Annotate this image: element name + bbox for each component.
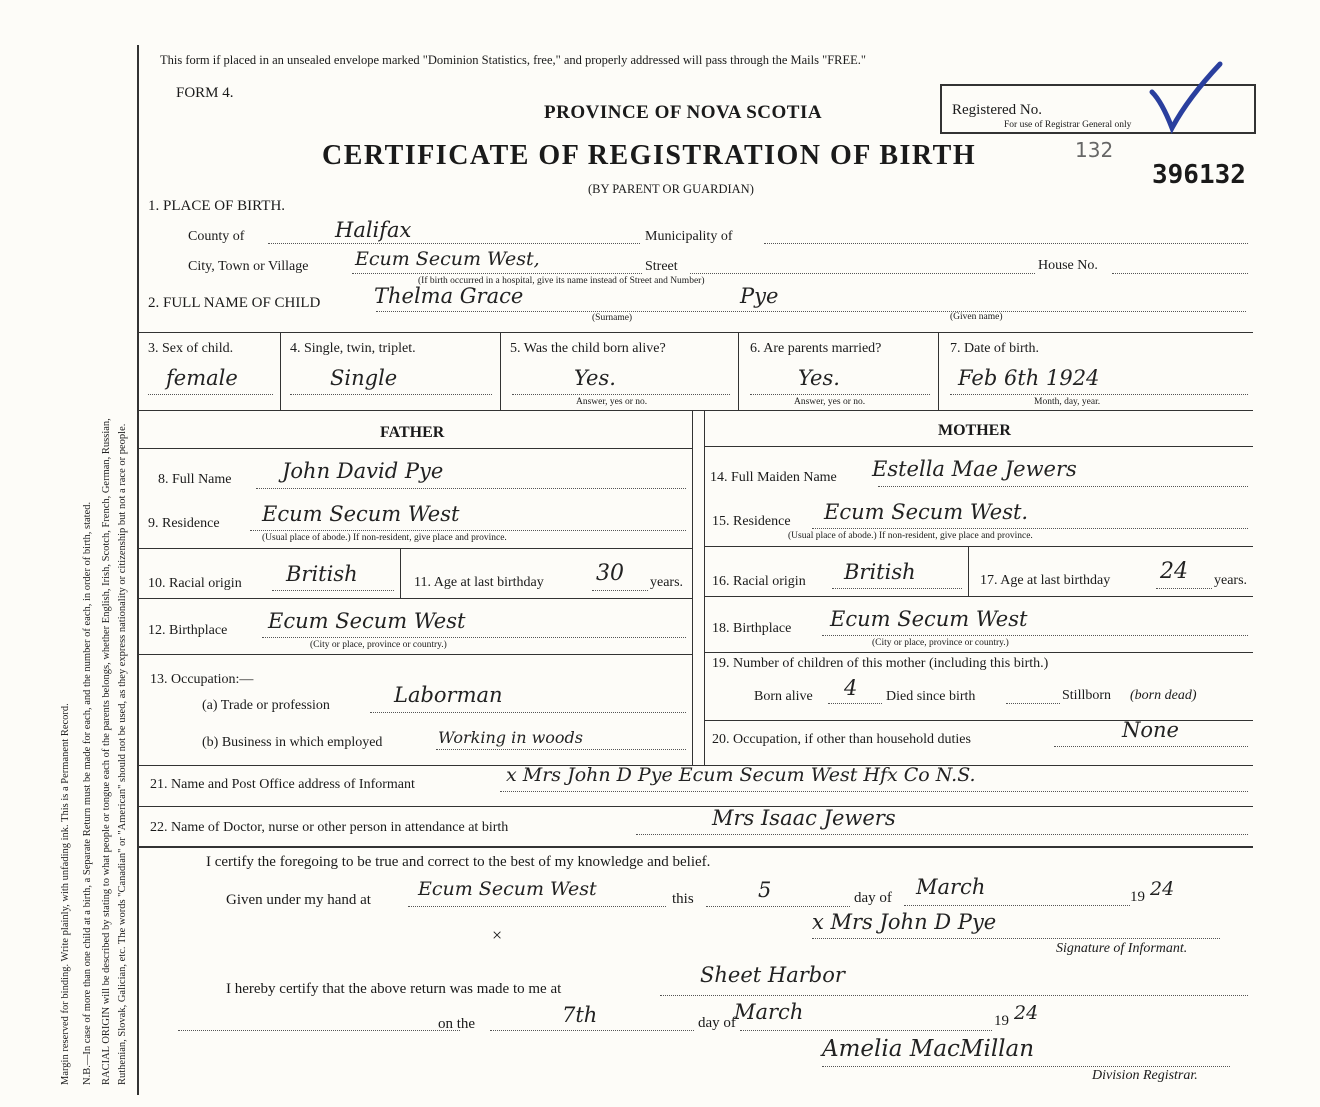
given-under-label: Given under my hand at xyxy=(226,892,371,908)
stamp-number: 396132 xyxy=(1152,160,1246,190)
postal-note: This form if placed in an unsealed envelope marked "Dominion Statistics, free," and properly addressed will pass through the Mails "FREE." xyxy=(160,53,867,67)
sex-value: female xyxy=(166,366,238,390)
mother-birthplace: Ecum Secum West xyxy=(830,607,1028,631)
margin-note-1: Margin reserved for binding. Write plainly, with unfading ink. This is a Permanent Record. xyxy=(60,703,71,1085)
place-of-birth-label: 1. PLACE OF BIRTH. xyxy=(148,198,286,214)
married-answer-note: Answer, yes or no. xyxy=(794,397,866,407)
this-label: this xyxy=(672,891,694,907)
informant-signature: x Mrs John D Pye xyxy=(812,910,997,934)
certify-statement: I certify the foregoing to be true and correct to the best of my knowledge and belief. xyxy=(206,854,711,870)
mother-name: Estella Mae Jewers xyxy=(872,457,1077,481)
father-trade: Laborman xyxy=(394,683,503,707)
mother-residence-note: (Usual place of abode.) If non-resident, give place and province. xyxy=(788,531,1033,541)
father-residence-label: 9. Residence xyxy=(148,516,220,531)
informant-label: 21. Name and Post Office address of Informant xyxy=(150,777,415,792)
child-name-label: 2. FULL NAME OF CHILD xyxy=(148,295,321,311)
checkmark-icon xyxy=(1148,58,1228,136)
business-label: (b) Business in which employed xyxy=(202,735,383,750)
father-racial-label: 10. Racial origin xyxy=(148,576,242,591)
x-mark-icon: × xyxy=(492,925,503,945)
father-business: Working in woods xyxy=(438,728,584,747)
stillborn-label: Stillborn xyxy=(1062,688,1112,703)
registrar-year: 24 xyxy=(1014,1002,1039,1024)
father-birthplace-note: (City or place, province or country.) xyxy=(310,640,447,650)
given-name-label: (Given name) xyxy=(950,312,1003,322)
married-value: Yes. xyxy=(798,366,840,390)
mother-birthplace-label: 18. Birthplace xyxy=(712,621,792,636)
house-label: House No. xyxy=(1038,258,1098,273)
county-value: Halifax xyxy=(335,218,412,242)
on-the-label: on the xyxy=(438,1016,476,1032)
city-value: Ecum Secum West, xyxy=(355,248,540,270)
father-occupation-label: 13. Occupation:— xyxy=(150,672,254,687)
day-of-label: day of xyxy=(854,890,892,906)
plurality-label: 4. Single, twin, triplet. xyxy=(290,341,416,356)
street-label: Street xyxy=(645,259,678,274)
father-name-label: 8. Full Name xyxy=(158,472,232,487)
father-residence: Ecum Secum West xyxy=(262,502,460,526)
mother-racial: British xyxy=(844,560,916,584)
county-label: County of xyxy=(188,229,245,244)
child-given-name: Thelma Grace xyxy=(374,284,524,308)
mother-age-label: 17. Age at last birthday xyxy=(980,573,1111,588)
doctor-label: 22. Name of Doctor, nurse or other person in attendance at birth xyxy=(150,820,509,835)
alive-label: 5. Was the child born alive? xyxy=(510,341,666,356)
registrar-note: For use of Registrar General only xyxy=(1004,120,1132,130)
father-racial: British xyxy=(286,562,358,586)
margin-note-4: Ruthenian, Slovak, Galician, etc. The words "Canadian" or "American" should not be used, as they express nationality or citizenship but not a race or people. xyxy=(117,423,128,1085)
pencil-number: 132 xyxy=(1075,138,1114,162)
registrar-month: March xyxy=(734,1000,804,1024)
sex-label: 3. Sex of child. xyxy=(148,341,234,356)
given-month: March xyxy=(916,875,986,899)
province-title: PROVINCE OF NOVA SCOTIA xyxy=(544,102,823,123)
city-label: City, Town or Village xyxy=(188,259,309,274)
registrar-place: Sheet Harbor xyxy=(700,963,845,987)
margin-note-3: RACIAL ORIGIN will be described by stating to what people or tongue each of the parents belongs, whether English, Irish, Scotch, French, German, Russian, xyxy=(101,418,112,1085)
registered-label: Registered No. xyxy=(952,102,1042,118)
born-alive-label: Born alive xyxy=(754,689,813,704)
married-label: 6. Are parents married? xyxy=(750,341,882,356)
born-alive-value: 4 xyxy=(844,676,858,700)
surname-label: (Surname) xyxy=(592,313,633,323)
dob-label: 7. Date of birth. xyxy=(950,341,1040,356)
mother-birthplace-note: (City or place, province or country.) xyxy=(872,638,1009,648)
mother-occupation-label: 20. Occupation, if other than household duties xyxy=(712,732,971,747)
document-subtitle: (BY PARENT OR GUARDIAN) xyxy=(588,182,754,196)
hospital-note: (If birth occurred in a hospital, give its name instead of Street and Number) xyxy=(418,276,705,286)
given-day: 5 xyxy=(758,878,772,902)
child-surname: Pye xyxy=(740,284,779,308)
father-years-label: years. xyxy=(650,575,684,590)
father-age-label: 11. Age at last birthday xyxy=(414,575,544,590)
mother-racial-label: 16. Racial origin xyxy=(712,574,806,589)
dob-note: Month, day, year. xyxy=(1034,397,1101,407)
mother-years-label: years. xyxy=(1214,573,1248,588)
father-birthplace: Ecum Secum West xyxy=(268,609,466,633)
municipality-label: Municipality of xyxy=(645,229,733,244)
given-year: 24 xyxy=(1150,878,1175,900)
trade-label: (a) Trade or profession xyxy=(202,698,330,713)
document-title: CERTIFICATE OF REGISTRATION OF BIRTH xyxy=(322,140,977,171)
given-place: Ecum Secum West xyxy=(418,878,597,900)
mother-residence-label: 15. Residence xyxy=(712,514,791,529)
registrar-year-prefix: 19 xyxy=(994,1013,1009,1029)
father-age: 30 xyxy=(596,561,624,586)
year-prefix: 19 xyxy=(1130,889,1145,905)
registrar-day: 7th xyxy=(562,1003,598,1027)
father-birthplace-label: 12. Birthplace xyxy=(148,623,228,638)
margin-note-2: N.B.—In case of more than one child at a birth, a Separate Return must be made for each, and the number of each, in order of birth, stated. xyxy=(82,501,93,1085)
dob-value: Feb 6th 1924 xyxy=(958,366,1100,390)
registrar-day-of-label: day of xyxy=(698,1015,736,1031)
registrar-statement: I hereby certify that the above return was made to me at xyxy=(226,981,562,997)
mother-residence: Ecum Secum West. xyxy=(824,500,1029,524)
informant-value: x Mrs John D Pye Ecum Secum West Hfx Co N.S. xyxy=(506,764,976,786)
form-number: FORM 4. xyxy=(176,85,234,101)
father-heading: FATHER xyxy=(380,424,445,441)
mother-heading: MOTHER xyxy=(938,422,1011,439)
stillborn-note: (born dead) xyxy=(1130,688,1197,703)
mother-name-label: 14. Full Maiden Name xyxy=(710,470,837,485)
mother-age: 24 xyxy=(1160,559,1188,584)
father-residence-note: (Usual place of abode.) If non-resident, give place and province. xyxy=(262,533,507,543)
children-count-label: 19. Number of children of this mother (including this birth.) xyxy=(712,656,1049,671)
plurality-value: Single xyxy=(330,366,398,390)
signature-label: Signature of Informant. xyxy=(1056,941,1188,956)
mother-occupation: None xyxy=(1122,718,1179,742)
alive-answer-note: Answer, yes or no. xyxy=(576,397,648,407)
registrar-signature: Amelia MacMillan xyxy=(822,1036,1035,1062)
doctor-value: Mrs Isaac Jewers xyxy=(712,806,896,830)
father-name: John David Pye xyxy=(282,459,444,483)
registrar-title: Division Registrar. xyxy=(1092,1068,1198,1083)
died-label: Died since birth xyxy=(886,689,976,704)
alive-value: Yes. xyxy=(574,366,616,390)
form-border xyxy=(137,45,139,1095)
